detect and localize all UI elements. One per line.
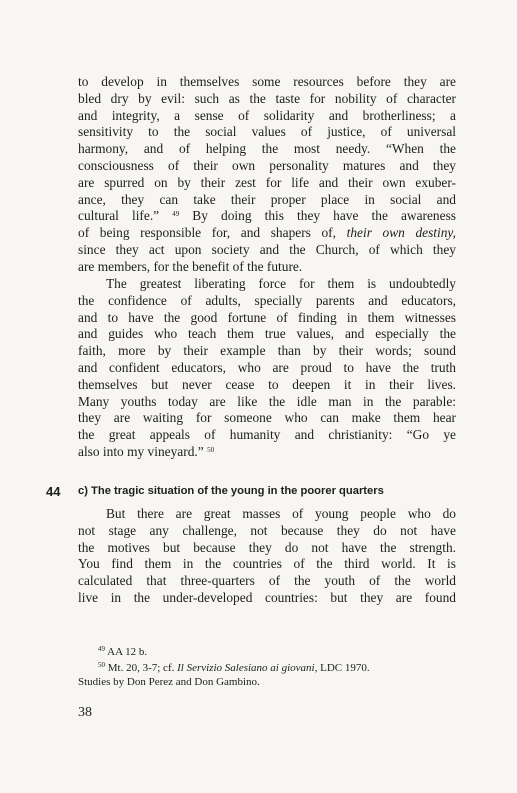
text-segment: cultural life.”: [78, 208, 160, 224]
footnote-text: Studies by Don Perez and Don Gambino.: [78, 676, 260, 688]
text-line: they are waiting for someone who can make them hear: [78, 410, 456, 426]
text-line: live in the under-developed countries: but they are found: [78, 589, 456, 605]
text-line: [78, 208, 456, 225]
text-line: ance, they can take their proper place in social and: [78, 191, 456, 207]
text-segment: By doing this they have the awareness: [179, 208, 456, 224]
text-line: You find them in the countries of the third world. It is: [78, 556, 456, 572]
text-line: bled dry by evil: such as the taste for nobility of character: [78, 90, 456, 106]
text-line: harmony, and of helping the most needy. “When the: [78, 141, 456, 157]
footnote-text: Mt. 20, 3-7; cf.: [107, 662, 178, 674]
footnote-ref-49: 49: [172, 210, 180, 219]
page-number: 38: [78, 705, 92, 720]
footnote-ref-50: 50: [207, 445, 215, 454]
text-segment: of being responsible for, and shapers of,: [78, 225, 347, 241]
footnote-49: [78, 645, 458, 659]
paragraph-3: [78, 506, 456, 607]
footnote-text: AA 12 b.: [107, 646, 148, 658]
text-line: and integrity, a sense of solidarity and brotherliness; a: [78, 107, 456, 123]
text-line: faith, more by their example than by their words; sound: [78, 343, 456, 359]
paragraph-2: [78, 276, 456, 461]
text-line: are members, for the benefit of the future.: [78, 258, 303, 274]
paragraph-1: [78, 74, 456, 276]
footnote-mark: 49: [98, 645, 105, 653]
text-line: calculated that three-quarters of the youth of the world: [78, 573, 456, 589]
section-heading: c) The tragic situation of the young in the poorer quarters: [78, 485, 384, 497]
text-line: Many youths today are like the idle man in the parable:: [78, 393, 456, 409]
text-line: the motives but because they do not have the strength.: [78, 539, 456, 555]
text-line: consciousness of their own personality matures and they: [78, 157, 456, 173]
section-number: 44: [46, 484, 61, 499]
text-segment: also into my vineyard.”: [78, 443, 204, 459]
footnote-text: LDC 1970.: [317, 662, 370, 674]
text-line: not stage any challenge, not because they do not have: [78, 522, 456, 538]
text-line: and to have the good fortune of finding in them witnesses: [78, 309, 456, 325]
text-line: and guides who teach them true values, and especially the: [78, 326, 456, 342]
italic-phrase: their own destiny,: [346, 225, 456, 241]
text-line: and confident educators, who are proud to have the truth: [78, 359, 456, 375]
text-line: are spurred on by their zest for life and their own exuber-: [78, 174, 456, 190]
footnote-mark: 50: [98, 661, 105, 669]
text-line: the confidence of adults, specially parents and educators,: [78, 292, 456, 308]
text-line: [78, 444, 456, 461]
text-line: to develop in themselves some resources before they are: [78, 74, 456, 89]
text-line: since they act upon society and the Church, of which they: [78, 241, 456, 257]
text-line: sensitivity to the social values of justice, of universal: [78, 124, 456, 140]
text-line: But there are great masses of young people who do: [106, 506, 456, 521]
text-line: the great appeals of humanity and christianity: “Go ye: [78, 427, 456, 443]
text-line: themselves but never cease to deepen it in their lives.: [78, 376, 456, 392]
text-line: The greatest liberating force for them is undoubtedly: [106, 276, 456, 291]
footnote-italic-title: Il Servizio Salesiano ai giovani,: [177, 662, 318, 674]
text-line: [78, 225, 456, 242]
footnote-50: [78, 661, 458, 689]
